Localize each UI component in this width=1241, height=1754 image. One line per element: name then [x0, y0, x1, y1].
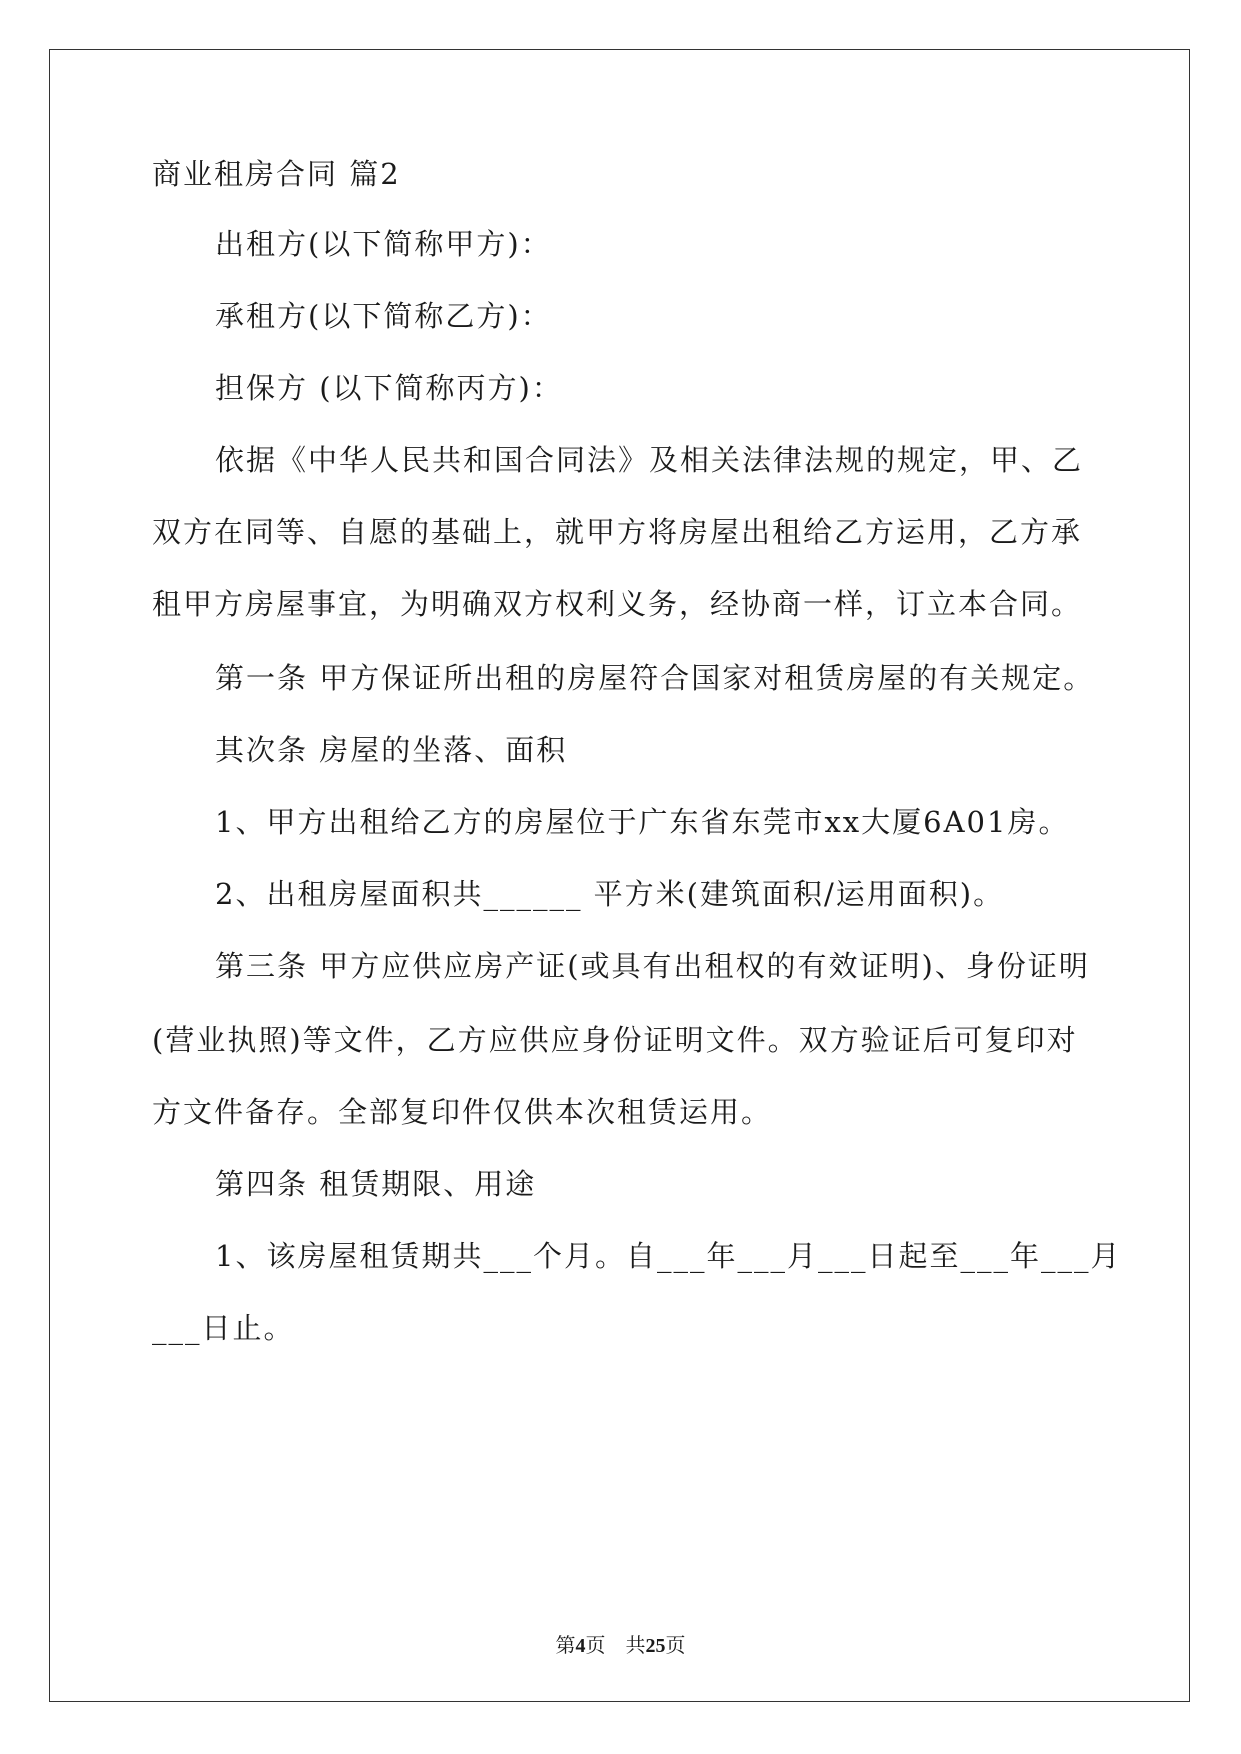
lessor-line: 出租方(以下简称甲方)：	[215, 227, 552, 261]
footer-total-pages: 25	[645, 1635, 666, 1657]
preamble-line-2: 双方在同等、自愿的基础上，就甲方将房屋出租给乙方运用，乙方承	[152, 515, 1083, 549]
article-4-item-1-line-2: ___日止。	[152, 1311, 295, 1345]
article-2-item-2: 2、出租房屋面积共______ 平方米(建筑面积/运用面积)。	[215, 877, 1005, 911]
footer-page-number: 4	[575, 1635, 586, 1657]
article-4-heading: 第四条 租赁期限、用途	[215, 1167, 537, 1201]
footer-suffix: 页	[665, 1635, 686, 1657]
article-4-item-1-line-1: 1、该房屋租赁期共___个月。自___年___月___日起至___年___月	[215, 1239, 1122, 1273]
article-1: 第一条 甲方保证所出租的房屋符合国家对租赁房屋的有关规定。	[215, 661, 1095, 695]
article-2-item-1: 1、甲方出租给乙方的房屋位于广东省东莞市xx大厦6A01房。	[215, 805, 1070, 839]
article-3-line-2: (营业执照)等文件，乙方应供应身份证明文件。双方验证后可复印对	[152, 1023, 1078, 1057]
lessee-line: 承租方(以下简称乙方)：	[215, 299, 552, 333]
footer-prefix: 第	[555, 1635, 576, 1657]
document-title: 商业租房合同 篇2	[152, 157, 401, 191]
preamble-line-3: 租甲方房屋事宜，为明确双方权利义务，经协商一样，订立本合同。	[152, 587, 1083, 621]
article-3-line-3: 方文件备存。全部复印件仅供本次租赁运用。	[152, 1095, 773, 1129]
guarantor-line: 担保方 (以下简称丙方)：	[215, 371, 563, 405]
footer-middle: 页 共	[585, 1635, 646, 1657]
preamble-line-1: 依据《中华人民共和国合同法》及相关法律法规的规定，甲、乙	[215, 443, 1084, 477]
article-3-line-1: 第三条 甲方应供应房产证(或具有出租权的有效证明)、身份证明	[215, 949, 1090, 983]
article-2-heading: 其次条 房屋的坐落、面积	[215, 733, 568, 767]
page-border	[49, 49, 1190, 1702]
page-footer	[0, 1629, 1241, 1658]
